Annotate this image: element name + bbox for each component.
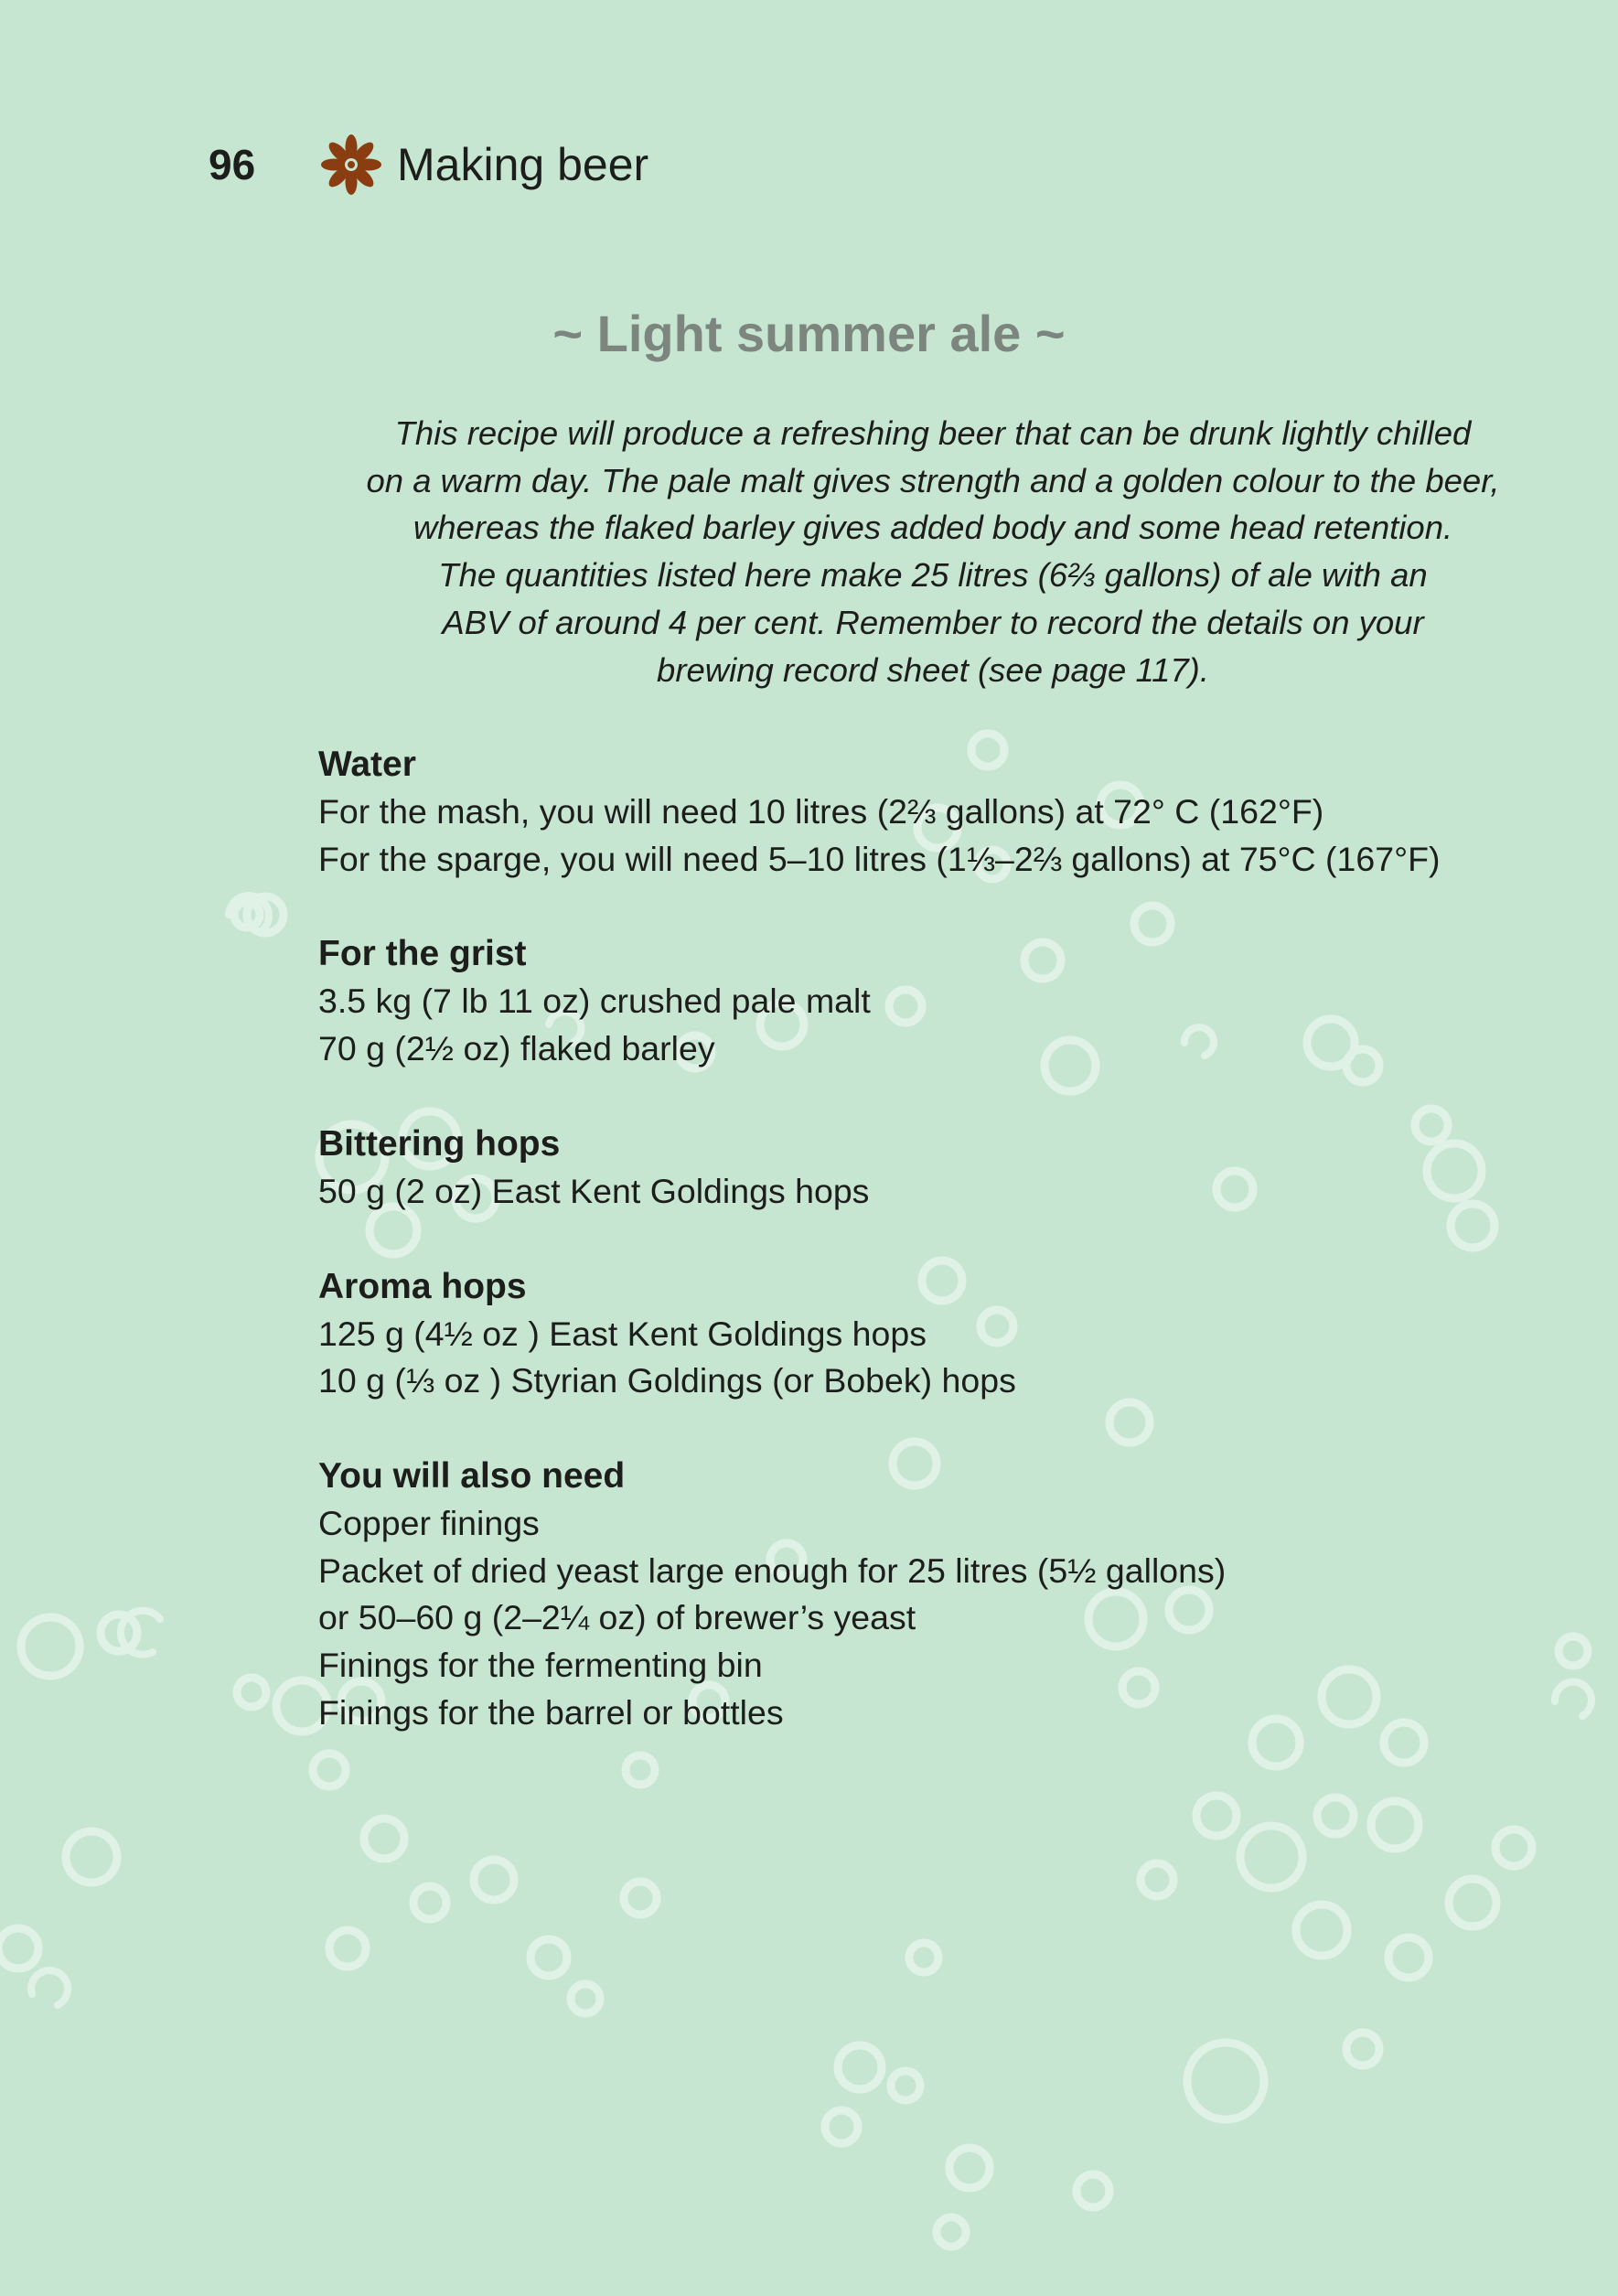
ingredients-list (318, 741, 1440, 1784)
section-heading: Aroma hops (318, 1266, 527, 1306)
page-header (209, 128, 648, 201)
ingredient-line: For the mash, you will need 10 litres (2⅔ gallons) at 72° C (162°F) (318, 792, 1324, 831)
ingredient-line: Finings for the barrel or bottles (318, 1692, 784, 1732)
recipe-intro (293, 410, 1573, 693)
flower-ornament-icon (318, 132, 384, 198)
intro-line: whereas the flaked barley gives added body and some head retention. (413, 509, 1453, 547)
ingredient-line: Packet of dried yeast large enough for 25 litres (5½ gallons) (318, 1550, 1227, 1590)
ingredient-line: 3.5 kg (7 lb 11 oz) crushed pale malt (318, 982, 871, 1021)
section-heading: Bittering hops (318, 1123, 561, 1164)
ingredient-line: 125 g (4½ oz ) East Kent Goldings hops (318, 1314, 927, 1353)
ingredient-section-also-need (318, 1453, 1440, 1737)
ingredient-line: For the sparge, you will need 5–10 litres (1⅓–2⅔ gallons) at 75°C (167°F) (318, 839, 1441, 878)
ingredient-section-water (318, 741, 1440, 883)
section-title: Making beer (397, 139, 649, 190)
ingredient-section-bittering-hops (318, 1121, 1440, 1216)
ingredient-line: or 50–60 g (2–2¼ oz) of brewer’s yeast (318, 1598, 916, 1637)
ingredient-line: 50 g (2 oz) East Kent Goldings hops (318, 1171, 870, 1210)
intro-line: on a warm day. The pale malt gives strength and a golden colour to the beer, (366, 461, 1500, 499)
intro-line: brewing record sheet (see page 117). (657, 650, 1209, 689)
intro-line: This recipe will produce a refreshing beer that can be drunk lightly chilled (394, 414, 1472, 452)
ingredient-line: Finings for the fermenting bin (318, 1646, 763, 1685)
section-heading: For the grist (318, 934, 527, 974)
ingredient-line: Copper finings (318, 1503, 540, 1542)
page-number: 96 (209, 141, 256, 188)
intro-line: ABV of around 4 per cent. Remember to record the details on your (442, 603, 1424, 641)
ingredient-line: 10 g (⅓ oz ) Styrian Goldings (or Bobek) hops (318, 1361, 1016, 1400)
ingredient-section-aroma-hops (318, 1263, 1440, 1405)
recipe-title: ~ Light summer ale ~ (552, 305, 1066, 362)
section-heading: Water (318, 745, 416, 784)
section-heading: You will also need (318, 1455, 626, 1496)
intro-line: The quantities listed here make 25 litres (6⅔ gallons) of ale with an (438, 556, 1428, 595)
ingredient-line: 70 g (2½ oz) flaked barley (318, 1029, 715, 1068)
ingredient-section-grist (318, 930, 1440, 1072)
